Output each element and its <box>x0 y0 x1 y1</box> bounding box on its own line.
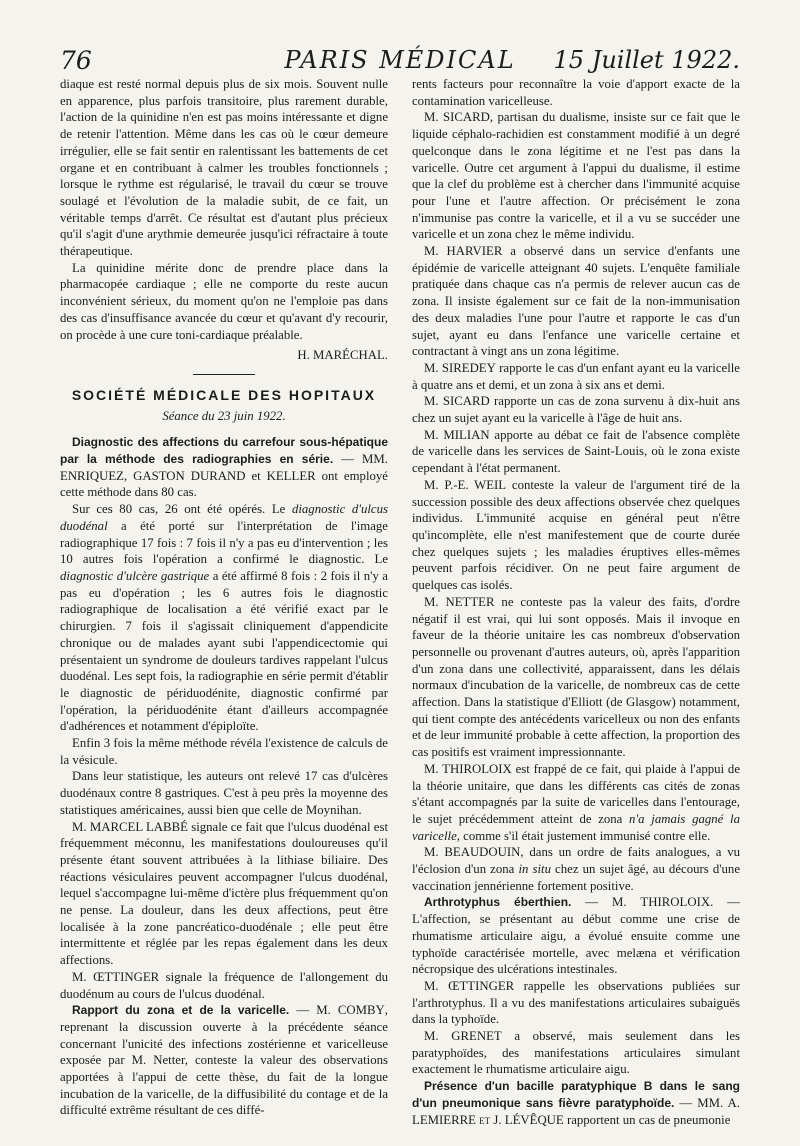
article-title: Présence d'un bacille paratyphique B dans le sang d'un pneumonique sans fièvre paratyphoïde. <box>412 1079 740 1110</box>
text-run: , reprenant la discussion ouverte à la précédente séance concernant l'unicité des infections zostérienne et varicelleuse exposée par M. Netter, conteste la valeur des observations apportées à l'appui de cette thèse, du fait de la longue incubation de la varicelle, de la diffusibilité du contage et de la difficulté extrême résultant de ces diffé- <box>60 1003 388 1118</box>
italic-term: n'a jamais gagné la varicelle <box>412 811 740 843</box>
speaker-name: M. SIREDEY <box>424 360 496 375</box>
text-run: est frappé de ce fait, qui plaide à l'appui de la théorie unitaire, que dans les différents cas cités de zonas s'étant accompagnés par la suite de varicelles dans l'entourage, le sujet précédemment atteint de zona <box>412 761 740 826</box>
issue-date: 15 Juillet 1922. <box>553 46 740 74</box>
speaker-name: M. NETTER <box>424 594 495 609</box>
paragraph <box>412 594 740 761</box>
speaker-name: M. ŒTTINGER <box>424 978 515 993</box>
left-column <box>60 76 388 1119</box>
text-run: rappelle les observations publiées sur l'arthrotyphus. Il a vu des manifestations articulaires subaiguës dans la typhoïde. <box>412 978 741 1027</box>
article-title: Diagnostic des affections du carrefour sous-hépatique par la méthode des radiographies en série. <box>60 435 388 467</box>
speaker-name: M. SICARD <box>424 110 490 125</box>
paragraph <box>412 844 740 894</box>
speaker-name: THIROLOIX <box>640 895 711 910</box>
text-run: a été affirmé 8 fois : 2 fois il n'y a pas eu d'opération ; les 6 autres fois le diagnostic radiographique de localisation a été vérifié exact par le chirurgien. 7 fois il s'agissait cliniquement d'appendicite chronique ou de malades ayant subi l'appendicectomie qui présentaient un syndrome de douleurs tardives rappelant l'ulcus duodénal. Les sept fois, la radiographie en série permit d'établir le diagnostic de périduodénite, diagnostic confirmé par l'opération, la périduodénite étant d'ailleurs accompagnée d'adhérences et notamment d'épiploïte. <box>60 568 388 734</box>
text-run: signale la fréquence de l'allongement du duodénum au cours de l'ulcus duodénal. <box>60 969 388 1001</box>
speaker-name: M. MILIAN <box>424 427 490 442</box>
text-run: — M. <box>289 1003 338 1018</box>
text-run: rapporte le cas d'un enfant ayant eu la varicelle à quatre ans et demi, et un zona à six ans et demi. <box>412 360 740 392</box>
speaker-name: M. GRENET <box>424 1029 502 1044</box>
page-number: 76 <box>60 46 92 75</box>
paragraph <box>412 978 740 1028</box>
speaker-name: M. HARVIER <box>424 244 503 259</box>
paragraph <box>412 761 740 845</box>
speaker-name: LEMIERRE et J. LÉVÊQUE <box>412 1112 564 1127</box>
text-run: , dans un ordre de faits analogues, a vu l'éclosion d'un zona <box>412 845 740 877</box>
text-run: conteste la valeur de l'argument tiré de la succession possible des deux affections observée chez quelques individus. L'immunité acquise en général peut n'être qu'incomplète, elle n'est manifestement que de courte durée chez quelques sujets ; les maladies éruptives elles-mêmes peuvent parfois récidiver. On ne peut faire argument de quelques cas isolés. <box>412 477 740 593</box>
paragraph <box>60 501 388 735</box>
text-run: chez un sujet âgé, au décours d'une vaccination jennérienne fortement positive. <box>412 862 740 893</box>
paragraph <box>412 109 740 243</box>
text-run: a été porté sur l'interprétation de l'image radiographique 17 fois : 7 fois il n'y a pas eu d'intervention ; les 10 autres fois l'opération a confirmé le diagnostic. Le <box>60 518 388 567</box>
article-heading <box>60 434 388 501</box>
journal-title: PARIS MÉDICAL <box>284 46 516 74</box>
conclusion-paragraph: La quinidine mérite donc de prendre place dans la pharmacopée cardiaque ; elle ne comporte du reste aucun inconvénient sérieux, du moment qu'on ne l'emploie pas dans des cas d'insuffisance avancée du cœur et qu'avant d'y recourir, on procède à une cure toni-cardiaque préalable. <box>60 260 388 342</box>
continued-paragraph: rents facteurs pour reconnaître la voie d'apport exacte de la contamination varicelleuse. <box>412 77 740 108</box>
right-column <box>412 76 740 1128</box>
text-run: . — L'affection, se présentant au début comme une crise de rhumatisme articulaire aigu, a évolué ensuite comme une typhoïde caractérisée mortelle, avec melæna et vérification nécropsique des ulcérations intestinales. <box>412 895 740 977</box>
paragraph <box>60 969 388 1002</box>
paragraph <box>60 819 388 969</box>
text-run: a observé dans un service d'enfants une épidémie de varicelle atteignant 40 sujets. L'enquête familiale pratiquée dans chaque cas n'a permis de relever aucun cas de zona. Il insiste également sur ce fait de la non-immunisation des deux maladies l'une pour l'autre et rapporte le cas d'un sujet, ayant eu dans l'enfance une varicelle certaine et contractant à vingt ans un zona légitime. <box>412 244 740 359</box>
text-run: — MM. A. <box>674 1095 740 1110</box>
article-title: Rapport du zona et de la varicelle. <box>72 1003 290 1018</box>
speaker-name: M. MARCEL LABBÉ <box>72 819 188 834</box>
speaker-name: M. THIROLOIX <box>424 761 512 776</box>
speaker-name: M. BEAUDOUIN <box>424 845 521 860</box>
speaker-name: M. ŒTTINGER <box>72 969 160 984</box>
text-run: , comme s'il était justement immunisé contre elle. <box>456 828 711 843</box>
article-heading <box>412 894 740 978</box>
paragraph <box>412 360 740 393</box>
text-run: Sur ces 80 cas, 26 ont été opérés. Le <box>72 502 292 517</box>
text-run: rapportent un cas de pneumonie <box>563 1112 731 1127</box>
italic-term: in situ <box>518 862 551 877</box>
speaker-name: M. P.-E. WEIL <box>424 477 507 492</box>
paragraph: Enfin 3 fois la même méthode révéla l'existence de calculs de la vésicule. <box>60 736 388 767</box>
page-header <box>60 44 740 76</box>
paragraph <box>412 477 740 594</box>
paragraph <box>412 1028 740 1078</box>
paragraph <box>412 243 740 360</box>
text-run: , partisan du dualisme, insiste sur ce fait que le liquide céphalo-rachidien est constamment modifié à un degré quelconque dans le zona légitime et ne l'est pas dans la varicelle. Outre cet argument à l'appui du dualisme, il estime que la clef du problème est à chercher dans l'immunité acquise pour l'une et l'autre affection. Or précisément le zona n'immunise pas contre la varicelle, et il a vu se succéder une varicelle et un zona chez le même individu. <box>412 110 740 242</box>
author-signature: H. MARÉCHAL. <box>297 348 388 363</box>
section-divider <box>193 374 255 375</box>
paragraph: Dans leur statistique, les auteurs ont relevé 17 cas d'ulcères duodénaux contre 8 gastriques. C'est à peu près la moyenne des statistiques américaines, aussi bien que celle de Moynihan. <box>60 769 388 817</box>
continued-paragraph: diaque est resté normal depuis plus de six mois. Souvent nulle en apparence, plus parfois transitoire, plus rarement durable, l'action de la quinidine n'en est pas moins intéressante et digne de retenir l'attention. Même dans les cas où le cœur demeure irrégulier, elle se fait sentir en ralentissant les battements de cet organe et en contribuant à calmer les troubles fonctionnels ; lorsque le rythme est régularisé, le travail du cœur se trouve soulagé et l'évolution de la maladie subit, de ce fait, un véritable temps d'arrêt. Ce résultat est d'autant plus précieux qu'il s'agit d'une arythmie demeurée jusqu'ici réfractaire à toute thérapeutique. <box>60 77 388 259</box>
paragraph <box>412 427 740 477</box>
italic-term: diagnostic d'ulcère gastrique <box>60 568 210 583</box>
speaker-name: COMBY <box>337 1003 385 1018</box>
text-run: signale ce fait que l'ulcus duodénal est fréquemment méconnu, les manifestations douloureuses qu'il présente étant souvent attribuées à la lithiase biliaire. Des réactions vésiculaires peuvent accompagner l'ulcus duodénal, lequel s'accompagne lui-même d'ictère plus fréquemment qu'on ne pense. La douleur, dans les deux affections, peut être localisée à la zone pancréatico-duodénale ; elle peut être intermittente et réglée par les repas également dans les deux affections. <box>60 819 388 968</box>
text-run: apporte au débat ce fait de l'absence complète de varicelle dans les services de Saint-Louis, où le zona existe cependant à l'état permanent. <box>412 427 740 476</box>
paragraph <box>412 393 740 426</box>
speaker-name: M. SICARD <box>424 394 490 409</box>
article-heading <box>60 1002 388 1119</box>
text-run: rapporte un cas de zona survenu à dix-huit ans chez un sujet ayant eu la varicelle à l'âge de huit ans. <box>412 394 740 426</box>
text-run: — M. <box>571 895 641 910</box>
text-run: ne conteste pas la valeur des faits, d'ordre négatif il est vrai, qui lui sont opposés. Mais il invoque en faveur de la théorie unitaire les cas nombreux d'observation personnelle ou provenant d'autres auteurs, où, après l'apparition d'un zona dans une collectivité, apparaissent, dans les délais normaux d'incubation de la varicelle, de nombreux cas de cette affection. Dans la statistique d'Elliott (de Glasgow) notamment, qui tient compte des antécédents varicelleux ou non des enfants et de leur immunité probable à cette affection, la proportion des cas positifs est vraiment impressionnante. <box>412 594 740 760</box>
article-title: Arthrotyphus éberthien. <box>424 895 572 910</box>
session-date: Séance du 23 juin 1922. <box>162 408 286 423</box>
section-title: SOCIÉTÉ MÉDICALE DES HOPITAUX <box>71 386 377 403</box>
article-heading <box>412 1078 740 1128</box>
text-run: a observé, mais seulement dans les paratyphoïdes, des manifestations articulaires simulant exactement le rhumatisme articulaire aigu. <box>412 1029 741 1077</box>
italic-term: diagnostic d'ulcus duodénal <box>60 502 388 533</box>
article-authors: — MM. ENRIQUEZ, GASTON DURAND et KELLER ont employé cette méthode dans 80 cas. <box>60 452 388 500</box>
